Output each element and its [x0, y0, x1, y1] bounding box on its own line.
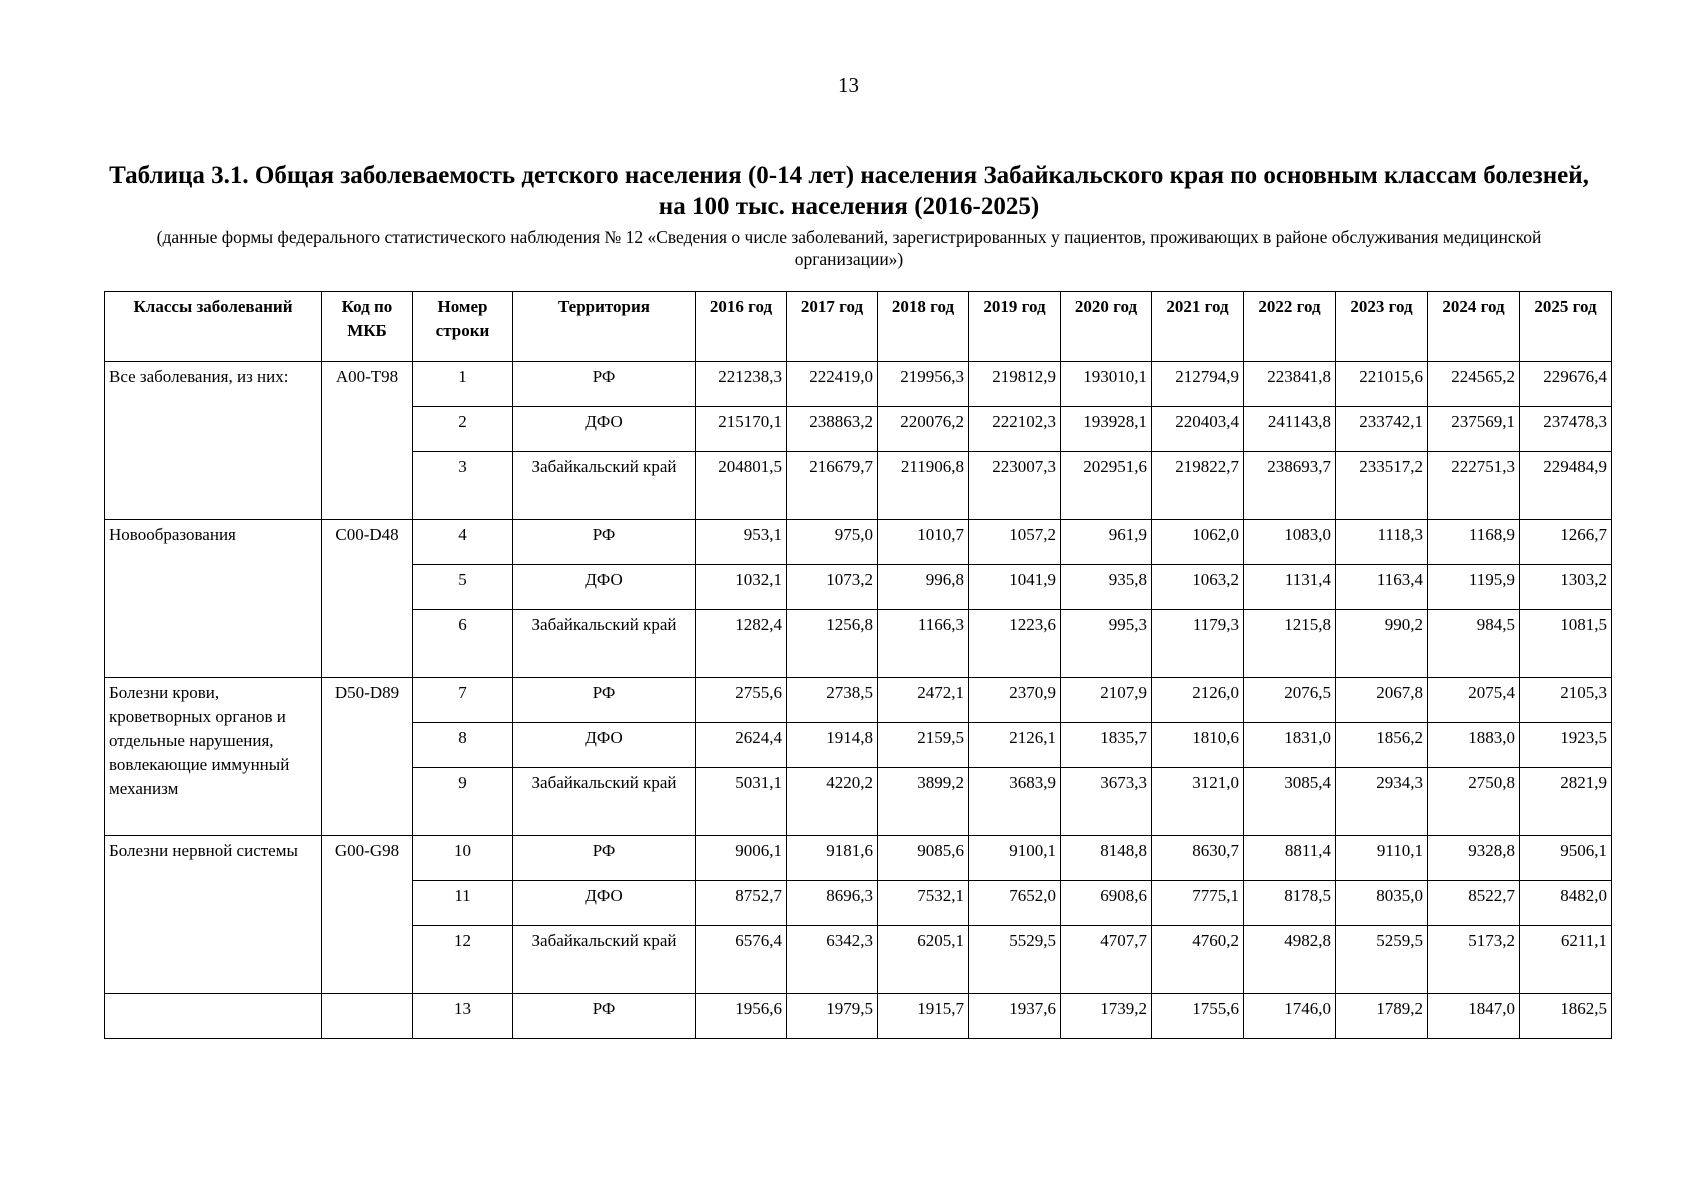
- value-cell: 4760,2: [1152, 926, 1244, 994]
- value-cell: 1266,7: [1520, 520, 1612, 565]
- value-cell: 216679,7: [787, 452, 878, 520]
- territory-cell: РФ: [513, 362, 696, 407]
- value-cell: 8522,7: [1428, 881, 1520, 926]
- row-number-cell: 12: [413, 926, 513, 994]
- value-cell: 220403,4: [1152, 407, 1244, 452]
- territory-cell: ДФО: [513, 407, 696, 452]
- value-cell: 9110,1: [1336, 836, 1428, 881]
- disease-class-cell: [105, 994, 322, 1039]
- value-cell: 1914,8: [787, 723, 878, 768]
- icd-code-cell: G00-G98: [322, 836, 413, 994]
- value-cell: 1195,9: [1428, 565, 1520, 610]
- value-cell: 5173,2: [1428, 926, 1520, 994]
- value-cell: 2075,4: [1428, 678, 1520, 723]
- header-cell: Номер строки: [413, 292, 513, 362]
- row-number-cell: 7: [413, 678, 513, 723]
- value-cell: 2067,8: [1336, 678, 1428, 723]
- value-cell: 4220,2: [787, 768, 878, 836]
- table-subtitle: (данные формы федерального статистического наблюдения № 12 «Сведения о числе заболеваний, зарегистрированных у пациентов, проживающих в районе обслуживания медицинской организации»): [156, 227, 1542, 269]
- value-cell: 221015,6: [1336, 362, 1428, 407]
- value-cell: 8482,0: [1520, 881, 1612, 926]
- value-cell: 2076,5: [1244, 678, 1336, 723]
- value-cell: 1081,5: [1520, 610, 1612, 678]
- value-cell: 1810,6: [1152, 723, 1244, 768]
- value-cell: 4707,7: [1061, 926, 1152, 994]
- header-cell: 2018 год: [878, 292, 969, 362]
- row-number-cell: 4: [413, 520, 513, 565]
- header-cell: 2023 год: [1336, 292, 1428, 362]
- territory-cell: Забайкальский край: [513, 926, 696, 994]
- value-cell: 3673,3: [1061, 768, 1152, 836]
- value-cell: 1215,8: [1244, 610, 1336, 678]
- icd-code-cell: A00-T98: [322, 362, 413, 520]
- value-cell: 9006,1: [696, 836, 787, 881]
- value-cell: 6342,3: [787, 926, 878, 994]
- value-cell: 2107,9: [1061, 678, 1152, 723]
- disease-class-cell: Болезни крови, кроветворных органов и отдельные нарушения, вовлекающие иммунный механизм: [105, 678, 322, 836]
- value-cell: 8752,7: [696, 881, 787, 926]
- value-cell: 222102,3: [969, 407, 1061, 452]
- territory-cell: РФ: [513, 994, 696, 1039]
- value-cell: 223007,3: [969, 452, 1061, 520]
- value-cell: 238693,7: [1244, 452, 1336, 520]
- header-cell: Код по МКБ: [322, 292, 413, 362]
- value-cell: 193010,1: [1061, 362, 1152, 407]
- icd-code-cell: [322, 994, 413, 1039]
- value-cell: 215170,1: [696, 407, 787, 452]
- value-cell: 6576,4: [696, 926, 787, 994]
- value-cell: 1166,3: [878, 610, 969, 678]
- table-row: [105, 362, 1612, 407]
- row-number-cell: 6: [413, 610, 513, 678]
- value-cell: 8630,7: [1152, 836, 1244, 881]
- value-cell: 211906,8: [878, 452, 969, 520]
- value-cell: 7775,1: [1152, 881, 1244, 926]
- row-number-cell: 10: [413, 836, 513, 881]
- value-cell: 2370,9: [969, 678, 1061, 723]
- row-number-cell: 1: [413, 362, 513, 407]
- value-cell: 212794,9: [1152, 362, 1244, 407]
- value-cell: 990,2: [1336, 610, 1428, 678]
- table-title: Таблица 3.1. Общая заболеваемость детского населения (0-14 лет) населения Забайкальского края по основным классам болезней, на 100 тыс. населения (2016-2025): [109, 162, 1589, 220]
- value-cell: 2159,5: [878, 723, 969, 768]
- value-cell: 220076,2: [878, 407, 969, 452]
- value-cell: 193928,1: [1061, 407, 1152, 452]
- value-cell: 1062,0: [1152, 520, 1244, 565]
- value-cell: 1979,5: [787, 994, 878, 1039]
- value-cell: 1847,0: [1428, 994, 1520, 1039]
- value-cell: 224565,2: [1428, 362, 1520, 407]
- value-cell: 2105,3: [1520, 678, 1612, 723]
- header-cell: 2022 год: [1244, 292, 1336, 362]
- territory-cell: ДФО: [513, 881, 696, 926]
- value-cell: 975,0: [787, 520, 878, 565]
- value-cell: 1937,6: [969, 994, 1061, 1039]
- header-cell: 2020 год: [1061, 292, 1152, 362]
- header-cell: 2025 год: [1520, 292, 1612, 362]
- value-cell: 204801,5: [696, 452, 787, 520]
- value-cell: 8178,5: [1244, 881, 1336, 926]
- table-body: [105, 362, 1612, 1039]
- value-cell: 2624,4: [696, 723, 787, 768]
- value-cell: 219956,3: [878, 362, 969, 407]
- value-cell: 202951,6: [1061, 452, 1152, 520]
- header-cell: 2016 год: [696, 292, 787, 362]
- row-number-cell: 2: [413, 407, 513, 452]
- value-cell: 1862,5: [1520, 994, 1612, 1039]
- value-cell: 2755,6: [696, 678, 787, 723]
- value-cell: 229484,9: [1520, 452, 1612, 520]
- value-cell: 1131,4: [1244, 565, 1336, 610]
- territory-cell: ДФО: [513, 565, 696, 610]
- table-row: [105, 520, 1612, 565]
- value-cell: 2472,1: [878, 678, 969, 723]
- territory-cell: РФ: [513, 836, 696, 881]
- value-cell: 233742,1: [1336, 407, 1428, 452]
- value-cell: 1163,4: [1336, 565, 1428, 610]
- header-cell: 2021 год: [1152, 292, 1244, 362]
- value-cell: 8696,3: [787, 881, 878, 926]
- value-cell: 2934,3: [1336, 768, 1428, 836]
- value-cell: 8811,4: [1244, 836, 1336, 881]
- value-cell: 1883,0: [1428, 723, 1520, 768]
- value-cell: 237569,1: [1428, 407, 1520, 452]
- table-row: [105, 836, 1612, 881]
- value-cell: 1032,1: [696, 565, 787, 610]
- value-cell: 1303,2: [1520, 565, 1612, 610]
- table-row: [105, 994, 1612, 1039]
- value-cell: 6211,1: [1520, 926, 1612, 994]
- value-cell: 2750,8: [1428, 768, 1520, 836]
- header-cell: Классы заболеваний: [105, 292, 322, 362]
- icd-code-cell: C00-D48: [322, 520, 413, 678]
- value-cell: 7652,0: [969, 881, 1061, 926]
- value-cell: 984,5: [1428, 610, 1520, 678]
- value-cell: 9085,6: [878, 836, 969, 881]
- value-cell: 1256,8: [787, 610, 878, 678]
- row-number-cell: 11: [413, 881, 513, 926]
- value-cell: 241143,8: [1244, 407, 1336, 452]
- value-cell: 8035,0: [1336, 881, 1428, 926]
- value-cell: 1831,0: [1244, 723, 1336, 768]
- value-cell: 223841,8: [1244, 362, 1336, 407]
- territory-cell: ДФО: [513, 723, 696, 768]
- row-number-cell: 3: [413, 452, 513, 520]
- row-number-cell: 9: [413, 768, 513, 836]
- territory-cell: РФ: [513, 520, 696, 565]
- value-cell: 1739,2: [1061, 994, 1152, 1039]
- value-cell: 961,9: [1061, 520, 1152, 565]
- value-cell: 1041,9: [969, 565, 1061, 610]
- value-cell: 5529,5: [969, 926, 1061, 994]
- value-cell: 2738,5: [787, 678, 878, 723]
- disease-class-cell: Болезни нервной системы: [105, 836, 322, 994]
- value-cell: 953,1: [696, 520, 787, 565]
- value-cell: 222751,3: [1428, 452, 1520, 520]
- value-cell: 1083,0: [1244, 520, 1336, 565]
- morbidity-table: [104, 291, 1612, 1039]
- value-cell: 1923,5: [1520, 723, 1612, 768]
- disease-class-cell: Новообразования: [105, 520, 322, 678]
- value-cell: 9328,8: [1428, 836, 1520, 881]
- header-cell: Территория: [513, 292, 696, 362]
- value-cell: 1073,2: [787, 565, 878, 610]
- value-cell: 1010,7: [878, 520, 969, 565]
- value-cell: 8148,8: [1061, 836, 1152, 881]
- value-cell: 3085,4: [1244, 768, 1336, 836]
- value-cell: 233517,2: [1336, 452, 1428, 520]
- territory-cell: Забайкальский край: [513, 452, 696, 520]
- value-cell: 1057,2: [969, 520, 1061, 565]
- header-row: [105, 292, 1612, 362]
- value-cell: 1282,4: [696, 610, 787, 678]
- value-cell: 221238,3: [696, 362, 787, 407]
- header-cell: 2024 год: [1428, 292, 1520, 362]
- value-cell: 222419,0: [787, 362, 878, 407]
- value-cell: 9181,6: [787, 836, 878, 881]
- value-cell: 219822,7: [1152, 452, 1244, 520]
- value-cell: 2126,1: [969, 723, 1061, 768]
- territory-cell: Забайкальский край: [513, 768, 696, 836]
- value-cell: 9100,1: [969, 836, 1061, 881]
- value-cell: 1223,6: [969, 610, 1061, 678]
- value-cell: 5031,1: [696, 768, 787, 836]
- value-cell: 3899,2: [878, 768, 969, 836]
- territory-cell: РФ: [513, 678, 696, 723]
- value-cell: 6908,6: [1061, 881, 1152, 926]
- row-number-cell: 13: [413, 994, 513, 1039]
- value-cell: 6205,1: [878, 926, 969, 994]
- header-cell: 2017 год: [787, 292, 878, 362]
- value-cell: 3683,9: [969, 768, 1061, 836]
- value-cell: 1856,2: [1336, 723, 1428, 768]
- table-row: [105, 678, 1612, 723]
- value-cell: 1915,7: [878, 994, 969, 1039]
- value-cell: 238863,2: [787, 407, 878, 452]
- row-number-cell: 8: [413, 723, 513, 768]
- value-cell: 1063,2: [1152, 565, 1244, 610]
- value-cell: 2126,0: [1152, 678, 1244, 723]
- territory-cell: Забайкальский край: [513, 610, 696, 678]
- value-cell: 1835,7: [1061, 723, 1152, 768]
- value-cell: 1168,9: [1428, 520, 1520, 565]
- value-cell: 1118,3: [1336, 520, 1428, 565]
- value-cell: 995,3: [1061, 610, 1152, 678]
- row-number-cell: 5: [413, 565, 513, 610]
- value-cell: 996,8: [878, 565, 969, 610]
- icd-code-cell: D50-D89: [322, 678, 413, 836]
- value-cell: 1179,3: [1152, 610, 1244, 678]
- page-number: 13: [838, 73, 859, 97]
- value-cell: 1755,6: [1152, 994, 1244, 1039]
- value-cell: 1789,2: [1336, 994, 1428, 1039]
- value-cell: 5259,5: [1336, 926, 1428, 994]
- value-cell: 237478,3: [1520, 407, 1612, 452]
- value-cell: 2821,9: [1520, 768, 1612, 836]
- value-cell: 1956,6: [696, 994, 787, 1039]
- value-cell: 3121,0: [1152, 768, 1244, 836]
- value-cell: 4982,8: [1244, 926, 1336, 994]
- value-cell: 7532,1: [878, 881, 969, 926]
- value-cell: 229676,4: [1520, 362, 1612, 407]
- disease-class-cell: Все заболевания, из них:: [105, 362, 322, 520]
- value-cell: 219812,9: [969, 362, 1061, 407]
- value-cell: 1746,0: [1244, 994, 1336, 1039]
- value-cell: 9506,1: [1520, 836, 1612, 881]
- header-cell: 2019 год: [969, 292, 1061, 362]
- value-cell: 935,8: [1061, 565, 1152, 610]
